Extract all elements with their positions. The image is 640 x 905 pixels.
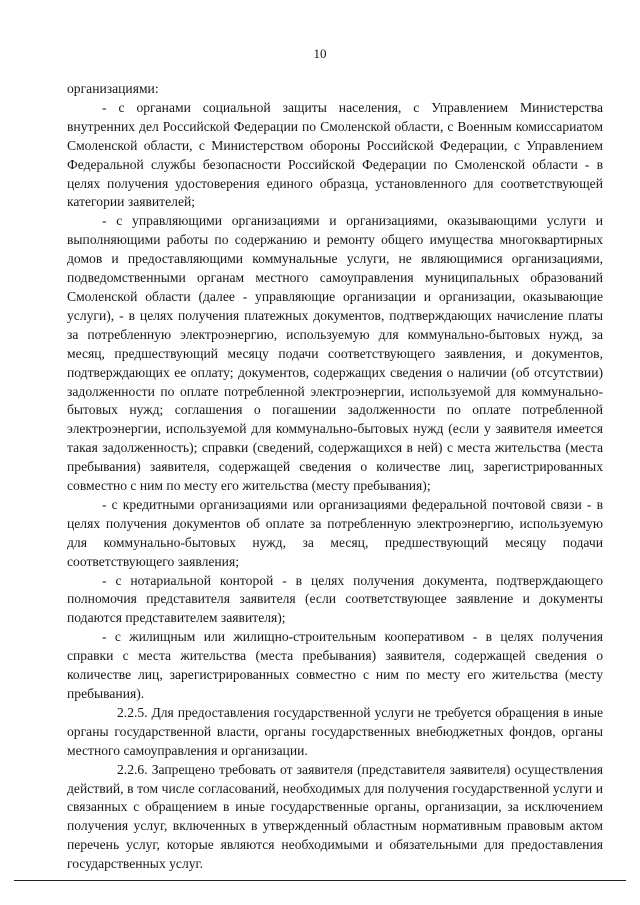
page-number: 10 bbox=[313, 46, 327, 61]
paragraph-credit-organizations: - с кредитными организациями или организациями федеральной почтовой связи - в целях получения документов об оплате за потребленную электроэнергию, используемую для коммунально-бытовых нужд, за месяц, предшествующий месяцу подачи соответствующего заявления; bbox=[67, 496, 603, 569]
document-body bbox=[67, 80, 603, 874]
footer-divider bbox=[14, 880, 626, 881]
paragraph-management-organizations: - с управляющими организациями и организациями, оказывающими услуги и выполняющими работы по содержанию и ремонту общего имущества многоквартирных домов и предоставляющими коммунальные услуги, не являющимися организациями, подведомственными органам местного самоуправления муниципальных образований Смоленской области (далее - управляющие организации и организации, оказывающие услуги), - в целях получения платежных документов, подтверждающих начисление платы за потребленную электроэнергию, используемую для коммунально-бытовых нужд, за месяц, предшествующий месяцу подачи соответствующего заявления, и документов, подтверждающих ее оплату; документов, содержащих сведения о наличии (об отсутствии) задолженности по оплате потребленной электроэнергии, используемой для коммунально-бытовых нужд; соглашения о погашении задолженности по оплате потребленной электроэнергии, используемой для коммунально-бытовых нужд (если у заявителя имеется такая задолженность); справки (сведений, содержащихся в ней) с места жительства (места пребывания) заявителя, содержащей сведения о количестве лиц, зарегистрированных совместно с ним по месту его жительства (месту пребывания); bbox=[67, 213, 603, 494]
paragraph-housing-cooperative: - с жилищным или жилищно-строительным кооперативом - в целях получения справки с места жительства (места пребывания) заявителя, содержащей сведения о количестве лиц, зарегистрированных совместно с ним по месту его жительства (месту пребывания). bbox=[67, 629, 603, 701]
paragraph-2-2-5: 2.2.5. Для предоставления государственной услуги не требуется обращения в иные органы государственной власти, органы государственных внебюджетных фондов, органы местного самоуправления и организации. bbox=[67, 704, 603, 758]
paragraph-2-2-6: 2.2.6. Запрещено требовать от заявителя (представителя заявителя) осуществления действий, в том числе согласований, необходимых для получения государственной услуги и связанных с обращением в иные государственные органы, организации, за исключением получения услуг, включенных в утвержденный областным нормативным правовым актом перечень услуг, которые являются необходимыми и обязательными для предоставления государственных услуг. bbox=[67, 761, 603, 872]
paragraph-notary: - с нотариальной конторой - в целях получения документа, подтверждающего полномочия представителя заявителя (если соответствующее заявление и документы подаются представителем заявителя); bbox=[67, 572, 603, 626]
paragraph-continuation: организациями: bbox=[67, 81, 159, 96]
paragraph-social-protection: - с органами социальной защиты населения, с Управлением Министерства внутренних дел Российской Федерации по Смоленской области, с Военным комиссариатом Смоленской области, с Министерством обороны Российской Федерации, с Управлением Федеральной службы безопасности Российской Федерации по Смоленской области - в целях получения удостоверения единого образца, установленного для соответствующей категории заявителей; bbox=[67, 99, 603, 210]
